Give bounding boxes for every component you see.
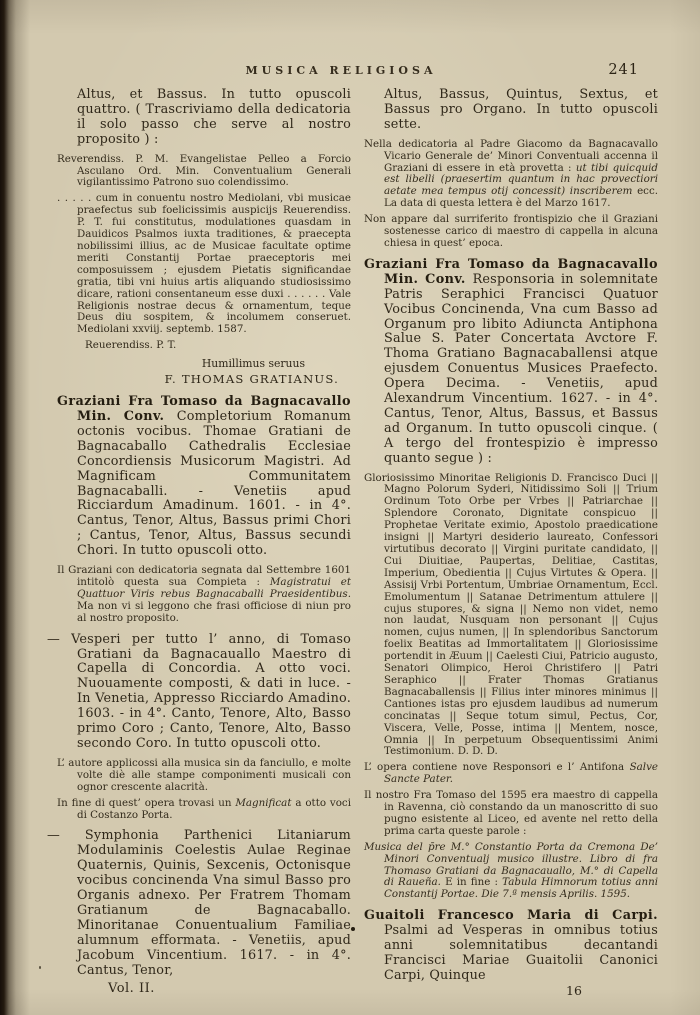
body-paragraph — [384, 88, 658, 133]
footnote — [57, 758, 351, 794]
text-segment: Musica del p̄re M.° Constantio Porta da Cremona De’ Minori Conventualj musico illustre. Libro di fra Thomaso Gratiani da Bagnacauallo, M.° di Capella di Raueña. — [364, 840, 658, 889]
text-segment: Tabula Himnorum totius anni Constantij Portae. Die 7.ª mensis Aprilis. 1595. — [384, 876, 659, 901]
text-segment: E in fine : — [440, 876, 503, 889]
catalog-entry — [57, 395, 351, 559]
catalog-entry — [364, 258, 658, 467]
footnote — [364, 214, 658, 250]
text-segment: Graziani Fra Tomaso da Bagnacavallo Min. Conv. — [57, 394, 351, 425]
text-segment: Psalmi ad Vesperas in omnibus totius anni solemnitatibus decantandi Francisci Mariae Guaitolii Canonici Carpi, Quinque — [384, 923, 658, 983]
text-segment: In fine di quest’ opera trovasi un — [57, 796, 236, 809]
page-gutter-shadow — [0, 0, 30, 1015]
catalog-entry — [364, 909, 658, 984]
footnote — [57, 154, 351, 190]
page-number: 241 — [608, 62, 639, 78]
two-column-text — [47, 86, 659, 990]
signature-block — [57, 357, 351, 386]
footnote — [364, 790, 658, 838]
page-header — [57, 64, 657, 82]
footnote — [57, 798, 351, 822]
text-segment: Il Graziani con dedicatoria segnata dal Settembre 1601 intitolò questa sua Compieta : — [57, 564, 351, 588]
footnote — [57, 340, 351, 352]
footnote — [364, 842, 658, 902]
text-segment: Ma non vi si leggono che frasi officiose di niun pro al nostro proposito. — [77, 599, 351, 624]
text-segment: Altus, et Bassus. In tutto opuscoli quattro. ( Trascriviamo della dedicatoria il solo passo che serve al nostro proposito ) : — [77, 87, 351, 147]
text-segment: Reverendiss. P. M. Evangelistae Pelleo a Forcio Asculano Ord. Min. Conventualium Generali vigilantissimo Patrono suo colendissimo. — [57, 152, 351, 189]
text-segment: Magistratui et Quattuor Viris rebus Bagnacaballi Praesidentibus. — [77, 576, 351, 600]
text-segment: Magnificat — [235, 796, 292, 809]
footnote — [364, 139, 658, 210]
ink-speck — [351, 927, 355, 931]
text-segment: Completorium Romanum octonis vocibus. Thomae Gratiani de Bagnacaballo Cathedralis Ecclesiae Concordiensis Musicorum Magistri. Ad Magnificam Communitatem Bagnacaballi. - Venetiis apud Ricciardum Amadinum. 1601. - in 4°. Cantus, Tenor, Altus, Bassus primi Chori ; Cantus, Tenor, Altus, Bassus secundi Chori. In tutto opuscoli otto. — [77, 409, 351, 559]
ink-speck — [39, 966, 41, 969]
footnote — [364, 762, 658, 786]
text-segment: — Symphonia Parthenici Litaniarum Modulaminis Coelestis Aulae Reginae Quaternis, Quinis, Sexcenis, Octonisque vocibus concinenda Vna simul Basso pro Organis adnexo. Per Fratrem Thomam Gratianum de Bagnacaballo. Minoritanae Conuentualium Familiae alumnum efformata. - Venetiis, apud Jacobum Vincentium. 1617. - in 4°. Cantus, Tenor, — [47, 828, 351, 978]
text-segment: Reuerendiss. P. T. — [85, 339, 177, 352]
text-segment: Nella dedicatoria al Padre Giacomo da Bagnacavallo Vicario Generale de’ Minori Conventuali accenna il Graziani di essere in età provetta : — [364, 137, 658, 174]
body-paragraph — [77, 88, 351, 148]
signature-line: Humillimus seruus — [201, 357, 305, 371]
text-segment: Salve Sancte Pater. — [384, 761, 658, 786]
running-title: MUSICA RELIGIOSA — [245, 64, 437, 77]
text-segment: ut tibi quicquid est libelli (praesertim quantum in hac provectiori aetate mea tempus otij concessit) inscriberem — [384, 161, 658, 198]
text-segment: ecc. La data di questa lettera è del Marzo 1617. — [384, 185, 658, 210]
footer-signature-number: 16 — [566, 983, 582, 998]
text-segment: Il nostro Fra Tomaso del 1595 era maestro di cappella in Ravenna, ciò constando da un manoscritto di suo pugno esistente al Liceo, ed avente nel retto della prima carta queste parole : — [364, 789, 658, 837]
footnote — [57, 193, 351, 336]
catalog-entry — [47, 828, 351, 978]
signature-line: F. THOMAS GRATIANUS. — [164, 372, 339, 387]
text-segment: L’ opera contiene nove Responsori e l’ Antifona — [364, 761, 630, 774]
text-segment: a otto voci di Costanzo Porta. — [77, 796, 351, 821]
catalog-entry — [47, 631, 351, 752]
column-right — [364, 86, 658, 990]
text-segment: Graziani Fra Tomaso da Bagnacavallo Min. Conv. — [364, 256, 658, 287]
text-segment: Gloriosissimo Minoritae Religionis D. Francisco Duci || Magno Polorum Syderi, Nitidissimo Soli || Trium Ordinum Toto Orbe per Vrbes || Patriarchae || Splendore Coronato, Dignitate conspicuo || Prophetae Veritate eximio, Apostolo praedicatione insigni || Martyri desiderio laureato, Confessori virtutibus decorato || Virgini puritate candidato, || Cui Diuitiae, Paupertas, Delitiae, Castitas, Imperium, Obedientia || Cujus Virtutes & Opera. || Assisij Vrbi Portentum, Umbriae Ornamentum, Eccl. Emolumentum || Satanae Detrimentum attulere || cujus stupores, & signa || Nemo non videt, nemo non laudat, Nusquam non personant || Cujus nomen, cujus numen, || In splendoribus Sanctorum foelix Beatitas ad Immortalitatem || Gloriosissime portendit in Æuum || Caelesti Ciui, Patricio augusto, Senatori Olimpico, Heroi Christifero || Patri Seraphico || Frater Thomas Gratianus Bagnacaballensis || Filius inter minores minimus || Cantiones istas pro ejusdem laudibus ad numerum concinatas || Seque totum simul, Pectus, Cor, Viscera, Velle, Posse, intima || Mentem, nosce, Omnia || In perpetuum Obsequentissimi Animi Testimonium. D. D. D. — [364, 471, 658, 758]
text-segment: Altus, Bassus, Quintus, Sextus, et Bassus pro Organo. In tutto opuscoli sette. — [384, 87, 658, 132]
text-segment: Responsoria in solemnitate Patris Seraphici Francisci Quatuor Vocibus Concinenda, Vna cum Basso ad Organum pro libito Adiuncta Antiphona Salue S. Pater Concertata Avctore F. Thoma Gratiano Bagnacaballensi atque ejusdem Conuentus Musices Praefecto. Opera Decima. - Venetiis, apud Alexandrum Vincentium. 1627. - in 4°. Cantus, Tenor, Altus, Bassus, et Bassus ad Organum. In tutto opuscoli cinque. ( A tergo del frontespizio è impresso quanto segue ) : — [384, 271, 658, 466]
text-segment: — Vesperi per tutto l’ anno, di Tomaso Gratiani da Bagnacauallo Maestro di Capella di Concordia. A otto voci. Nuouamente composti, & dati in luce. - In Venetia, Appresso Ricciardo Amadino. 1603. - in 4°. Canto, Tenore, Alto, Basso primo Coro ; Canto, Tenore, Alto, Basso secondo Coro. In tutto opuscoli otto. — [47, 631, 351, 751]
column-left — [47, 86, 351, 990]
text-segment: Non appare dal surriferito frontispizio che il Graziani sostenesse carico di maestro di cappella in alcuna chiesa in quest’ epoca. — [364, 213, 658, 249]
footnote — [57, 565, 351, 625]
footnote — [364, 473, 658, 759]
footer-volume: Vol. II. — [108, 981, 155, 996]
text-segment: L’ autore applicossi alla musica sin da fanciullo, e molte volte diè alle stampe componimenti musicali con ognor crescente alacrità. — [57, 756, 351, 793]
text-segment: . . . . . cum in conuentu nostro Mediolani, vbi musicae praefectus sub foelicissimis auspicijs Reuerendiss. P. T. fui constitutus, modulationes quasdam in Dauidicos Psalmos iuxta traditiones, & praecepta nobilissimi illius, ac de Musicae facultate optime meriti Constantij Portae praeceptoris mei composuissem ; ejusdem Pietatis significandae gratia, tibi vni huius artis aliquando studiosissimo dicare, rationi consentaneum esse duxi . . . . . . Vale Religionis nostrae decus & ornamentum, teque Deus diu sospitem, & incolumem conseruet. Mediolani xxviij. septemb. 1587. — [57, 192, 351, 336]
text-segment: Guaitoli Francesco Maria di Carpi. — [364, 908, 658, 924]
